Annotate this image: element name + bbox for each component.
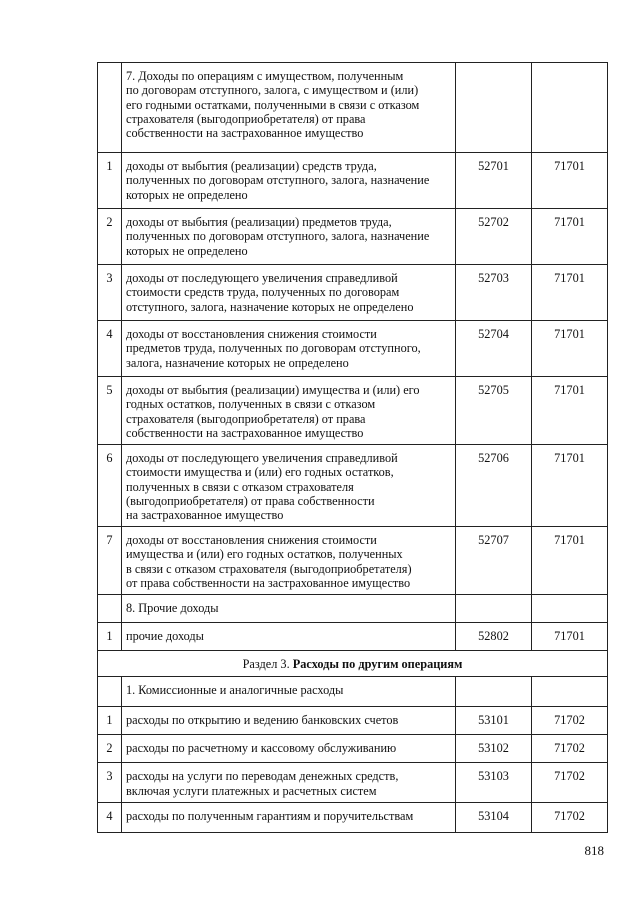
description-text: доходы от последующего увеличения справедливой стоимости средств труда, полученных по договорам отступного, залога, назначение которых не определено <box>126 271 414 314</box>
symbol-code-cell <box>532 707 608 735</box>
account-code-text: 52706 <box>478 451 509 465</box>
description-text: расходы на услуги по переводам денежных средств, включая услуги платежных и расчетных систем <box>126 769 399 798</box>
description-cell <box>122 527 456 595</box>
row-number-text: 7 <box>106 533 113 547</box>
account-code-text: 52702 <box>478 215 509 229</box>
symbol-code-text: 71702 <box>554 769 585 784</box>
table-row <box>98 153 608 209</box>
account-code-text: 53102 <box>478 741 509 756</box>
description-text: расходы по расчетному и кассовому обслуживанию <box>126 741 397 756</box>
section-title: Расходы по другим операциям <box>292 657 463 671</box>
account-code-cell <box>456 377 532 445</box>
symbol-code-cell <box>532 321 608 377</box>
description-text: доходы от выбытия (реализации) предметов труда, полученных по договорам отступного, залога, назначение которых не определено <box>126 215 430 258</box>
description-cell <box>122 209 456 265</box>
description-cell <box>122 63 456 153</box>
account-code-text: 53101 <box>478 713 509 728</box>
group-header-row <box>98 595 608 623</box>
accounts-table <box>97 62 608 833</box>
section-title-cell <box>98 651 608 677</box>
row-number-text: 4 <box>106 809 113 824</box>
page-number: 818 <box>584 843 604 858</box>
account-code-cell <box>456 63 532 153</box>
symbol-code-text: 71701 <box>554 383 585 397</box>
description-text: 1. Комиссионные и аналогичные расходы <box>126 683 344 698</box>
table-row <box>98 209 608 265</box>
row-number-cell <box>98 803 122 833</box>
account-code-cell <box>456 623 532 651</box>
description-cell <box>122 803 456 833</box>
account-code-text: 52705 <box>478 383 509 397</box>
symbol-code-cell <box>532 763 608 803</box>
row-number-cell <box>98 677 122 707</box>
row-number-cell <box>98 623 122 651</box>
account-code-cell <box>456 803 532 833</box>
table-row <box>98 265 608 321</box>
table-row <box>98 321 608 377</box>
description-cell <box>122 595 456 623</box>
symbol-code-cell <box>532 735 608 763</box>
row-number-cell <box>98 763 122 803</box>
symbol-code-cell <box>532 63 608 153</box>
description-cell <box>122 377 456 445</box>
row-number-text: 3 <box>106 271 113 285</box>
account-code-text: 52703 <box>478 271 509 285</box>
account-code-text: 52701 <box>478 159 509 173</box>
account-code-cell <box>456 445 532 527</box>
symbol-code-cell <box>532 265 608 321</box>
account-code-text: 52802 <box>478 629 509 643</box>
symbol-code-text: 71701 <box>554 533 585 547</box>
symbol-code-text: 71701 <box>554 327 585 341</box>
symbol-code-text: 71701 <box>554 451 585 465</box>
row-number-cell <box>98 595 122 623</box>
account-code-cell <box>456 763 532 803</box>
description-text: доходы от выбытия (реализации) имущества и (или) его годных остатков, полученных в связи с отказом страхователя (выгодоприобретателя) от права собственности на застрахованное имущество <box>126 383 420 440</box>
row-number-cell <box>98 445 122 527</box>
account-code-cell <box>456 527 532 595</box>
symbol-code-text: 71702 <box>554 713 585 728</box>
symbol-code-cell <box>532 527 608 595</box>
description-cell <box>122 445 456 527</box>
symbol-code-text: 71701 <box>554 159 585 173</box>
symbol-code-cell <box>532 209 608 265</box>
row-number-cell <box>98 735 122 763</box>
row-number-cell <box>98 153 122 209</box>
description-text: 8. Прочие доходы <box>126 601 219 615</box>
row-number-text: 1 <box>106 629 113 643</box>
row-number-text: 5 <box>106 383 113 397</box>
account-code-cell <box>456 153 532 209</box>
description-text: доходы от восстановления снижения стоимости имущества и (или) его годных остатков, полученных в связи с отказом страхователя (выгодоприобретателя) от права собственности на застрахованное имущество <box>126 533 412 590</box>
symbol-code-text: 71702 <box>554 741 585 756</box>
row-number-cell <box>98 377 122 445</box>
symbol-code-text: 71702 <box>554 809 585 824</box>
row-number-text: 2 <box>106 741 113 756</box>
row-number-cell <box>98 63 122 153</box>
section-prefix: Раздел 3. <box>242 657 293 671</box>
account-code-cell <box>456 735 532 763</box>
table-row <box>98 527 608 595</box>
account-code-cell <box>456 321 532 377</box>
description-cell <box>122 735 456 763</box>
account-code-cell <box>456 707 532 735</box>
row-number-text: 6 <box>106 451 113 465</box>
description-text: прочие доходы <box>126 629 204 643</box>
description-cell <box>122 763 456 803</box>
symbol-code-text: 71701 <box>554 215 585 229</box>
row-number-cell <box>98 265 122 321</box>
description-cell <box>122 677 456 707</box>
description-text: расходы по полученным гарантиям и поручительствам <box>126 809 414 824</box>
symbol-code-cell <box>532 377 608 445</box>
table-row <box>98 623 608 651</box>
accounts-table-body <box>98 63 608 833</box>
symbol-code-cell <box>532 445 608 527</box>
symbol-code-text: 71701 <box>554 271 585 285</box>
account-code-text: 52707 <box>478 533 509 547</box>
description-cell <box>122 265 456 321</box>
row-number-text: 1 <box>106 713 113 728</box>
account-code-text: 53104 <box>478 809 509 824</box>
row-number-text: 1 <box>106 159 113 173</box>
description-text: расходы по открытию и ведению банковских счетов <box>126 713 399 728</box>
description-cell <box>122 623 456 651</box>
description-cell <box>122 321 456 377</box>
table-row <box>98 707 608 735</box>
table-row <box>98 445 608 527</box>
symbol-code-cell <box>532 595 608 623</box>
symbol-code-cell <box>532 803 608 833</box>
description-cell <box>122 153 456 209</box>
description-text: доходы от восстановления снижения стоимости предметов труда, полученных по договорам отступного, залога, назначение которых не определено <box>126 327 421 370</box>
symbol-code-cell <box>532 677 608 707</box>
account-code-text: 52704 <box>478 327 509 341</box>
group-header-row <box>98 63 608 153</box>
row-number-cell <box>98 527 122 595</box>
table-row <box>98 377 608 445</box>
account-code-cell <box>456 265 532 321</box>
section-header-row <box>98 651 608 677</box>
row-number-text: 4 <box>106 327 113 341</box>
table-row <box>98 763 608 803</box>
account-code-cell <box>456 677 532 707</box>
table-row <box>98 735 608 763</box>
table-row <box>98 803 608 833</box>
description-text: 7. Доходы по операциям с имуществом, полученным по договорам отступного, залога, с имуществом и (или) его годными остатками, полученными в связи с отказом страхователя (выгодоприобретателя) от права собственности на застрахованное имущество <box>126 69 420 141</box>
account-code-cell <box>456 595 532 623</box>
row-number-cell <box>98 209 122 265</box>
row-number-text: 2 <box>106 215 113 229</box>
symbol-code-cell <box>532 153 608 209</box>
symbol-code-cell <box>532 623 608 651</box>
description-cell <box>122 707 456 735</box>
description-text: доходы от последующего увеличения справедливой стоимости имущества и (или) его годных остатков, полученных в связи с отказом страхователя (выгодоприобретателя) от права собственности на застрахованное имущество <box>126 451 398 523</box>
row-number-cell <box>98 321 122 377</box>
description-text: доходы от выбытия (реализации) средств труда, полученных по договорам отступного, залога, назначение которых не определено <box>126 159 430 202</box>
row-number-cell <box>98 707 122 735</box>
symbol-code-text: 71701 <box>554 629 585 643</box>
group-header-row <box>98 677 608 707</box>
account-code-text: 53103 <box>478 769 509 784</box>
account-code-cell <box>456 209 532 265</box>
row-number-text: 3 <box>106 769 113 784</box>
